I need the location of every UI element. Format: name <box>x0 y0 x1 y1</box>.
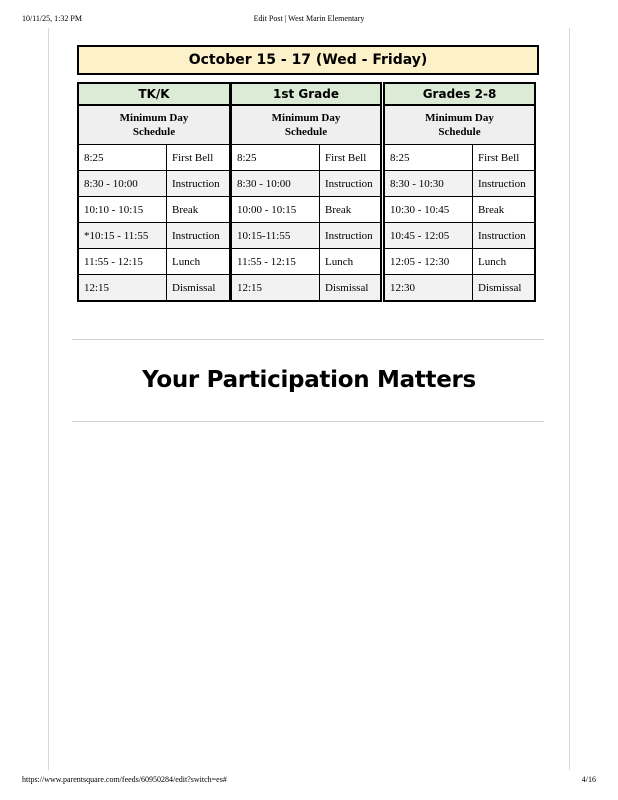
activity-cell: First Bell <box>478 151 520 164</box>
schedule-column-grades-2-8 <box>383 82 536 302</box>
time-cell: 8:25 <box>79 145 167 170</box>
time-cell: 12:15 <box>79 275 167 300</box>
schedule-column-tk-k <box>77 82 231 302</box>
activity-cell: Instruction <box>478 177 526 190</box>
table-row <box>385 275 534 300</box>
time-cell: 12:30 <box>385 275 473 300</box>
schedule-title-line2: Schedule <box>284 126 328 138</box>
activity-cell: First Bell <box>172 151 214 164</box>
table-row <box>79 197 229 223</box>
grade-header <box>383 82 536 106</box>
activity-cell: Dismissal <box>172 281 216 294</box>
date-banner-title: October 15 - 17 (Wed - Friday) <box>188 52 428 68</box>
schedule-title-line2: Schedule <box>438 126 481 138</box>
table-row <box>385 249 534 275</box>
table-row <box>232 197 380 223</box>
time-cell: 8:30 - 10:30 <box>385 171 473 196</box>
print-page-number: 4/16 <box>581 775 596 784</box>
time-cell: 12:15 <box>232 275 320 300</box>
time-cell: 8:25 <box>232 145 320 170</box>
time-cell: 10:10 - 10:15 <box>79 197 167 222</box>
print-page-title: Edit Post | West Marin Elementary <box>253 14 365 23</box>
schedule-column-1st-grade <box>230 82 382 302</box>
time-cell: 8:25 <box>385 145 473 170</box>
table-row <box>79 171 229 197</box>
schedule-table <box>230 106 382 302</box>
grade-header-label: 1st Grade <box>273 87 339 101</box>
table-row <box>385 145 534 171</box>
activity-cell: Lunch <box>172 255 201 268</box>
table-row <box>79 275 229 300</box>
activity-cell: Instruction <box>478 229 526 242</box>
page-border-left <box>48 28 49 770</box>
time-cell: 8:30 - 10:00 <box>79 171 167 196</box>
print-url: https://www.parentsquare.com/feeds/60950284/edit?switch=es# <box>22 775 227 784</box>
date-banner <box>77 45 539 75</box>
table-row <box>232 171 380 197</box>
section-title: Your Participation Matters <box>142 367 476 393</box>
activity-cell: Break <box>478 203 505 216</box>
activity-cell: Dismissal <box>478 281 522 294</box>
schedule-title-line2: Schedule <box>132 126 176 138</box>
section-divider-top <box>72 339 544 340</box>
schedule-title-line1: Minimum Day <box>119 112 189 124</box>
table-row <box>232 275 380 300</box>
time-cell: 10:00 - 10:15 <box>232 197 320 222</box>
schedule-table <box>77 106 231 302</box>
time-cell: 10:45 - 12:05 <box>385 223 473 248</box>
table-row <box>385 197 534 223</box>
time-cell: 10:15-11:55 <box>232 223 320 248</box>
page-border-right <box>569 28 570 770</box>
schedule-title <box>385 106 534 145</box>
schedule-table <box>383 106 536 302</box>
print-datetime: 10/11/25, 1:32 PM <box>22 14 82 23</box>
schedule-title-line1: Minimum Day <box>425 112 494 124</box>
table-row <box>79 223 229 249</box>
schedule-title-line1: Minimum Day <box>271 112 341 124</box>
grade-header-label: Grades 2-8 <box>422 87 497 101</box>
activity-cell: Lunch <box>325 255 354 268</box>
table-row <box>385 171 534 197</box>
activity-cell: Instruction <box>325 229 373 242</box>
activity-cell: First Bell <box>325 151 367 164</box>
activity-cell: Break <box>172 203 199 216</box>
activity-cell: Lunch <box>478 255 507 268</box>
table-row <box>385 223 534 249</box>
time-cell: 8:30 - 10:00 <box>232 171 320 196</box>
activity-cell: Dismissal <box>325 281 369 294</box>
table-row <box>232 145 380 171</box>
table-row <box>232 223 380 249</box>
grade-header-label: TK/K <box>138 87 170 101</box>
time-cell: 12:05 - 12:30 <box>385 249 473 274</box>
time-cell: 10:30 - 10:45 <box>385 197 473 222</box>
activity-cell: Instruction <box>172 177 220 190</box>
table-row <box>232 249 380 275</box>
grade-header <box>77 82 231 106</box>
time-cell: 11:55 - 12:15 <box>79 249 167 274</box>
activity-cell: Instruction <box>325 177 373 190</box>
grade-header <box>230 82 382 106</box>
table-row <box>79 249 229 275</box>
schedule-title <box>232 106 380 145</box>
time-cell: 11:55 - 12:15 <box>232 249 320 274</box>
section-divider-bottom <box>72 421 544 422</box>
activity-cell: Break <box>325 203 352 216</box>
activity-cell: Instruction <box>172 229 220 242</box>
schedule-title <box>79 106 229 145</box>
time-cell: *10:15 - 11:55 <box>79 223 167 248</box>
table-row <box>79 145 229 171</box>
